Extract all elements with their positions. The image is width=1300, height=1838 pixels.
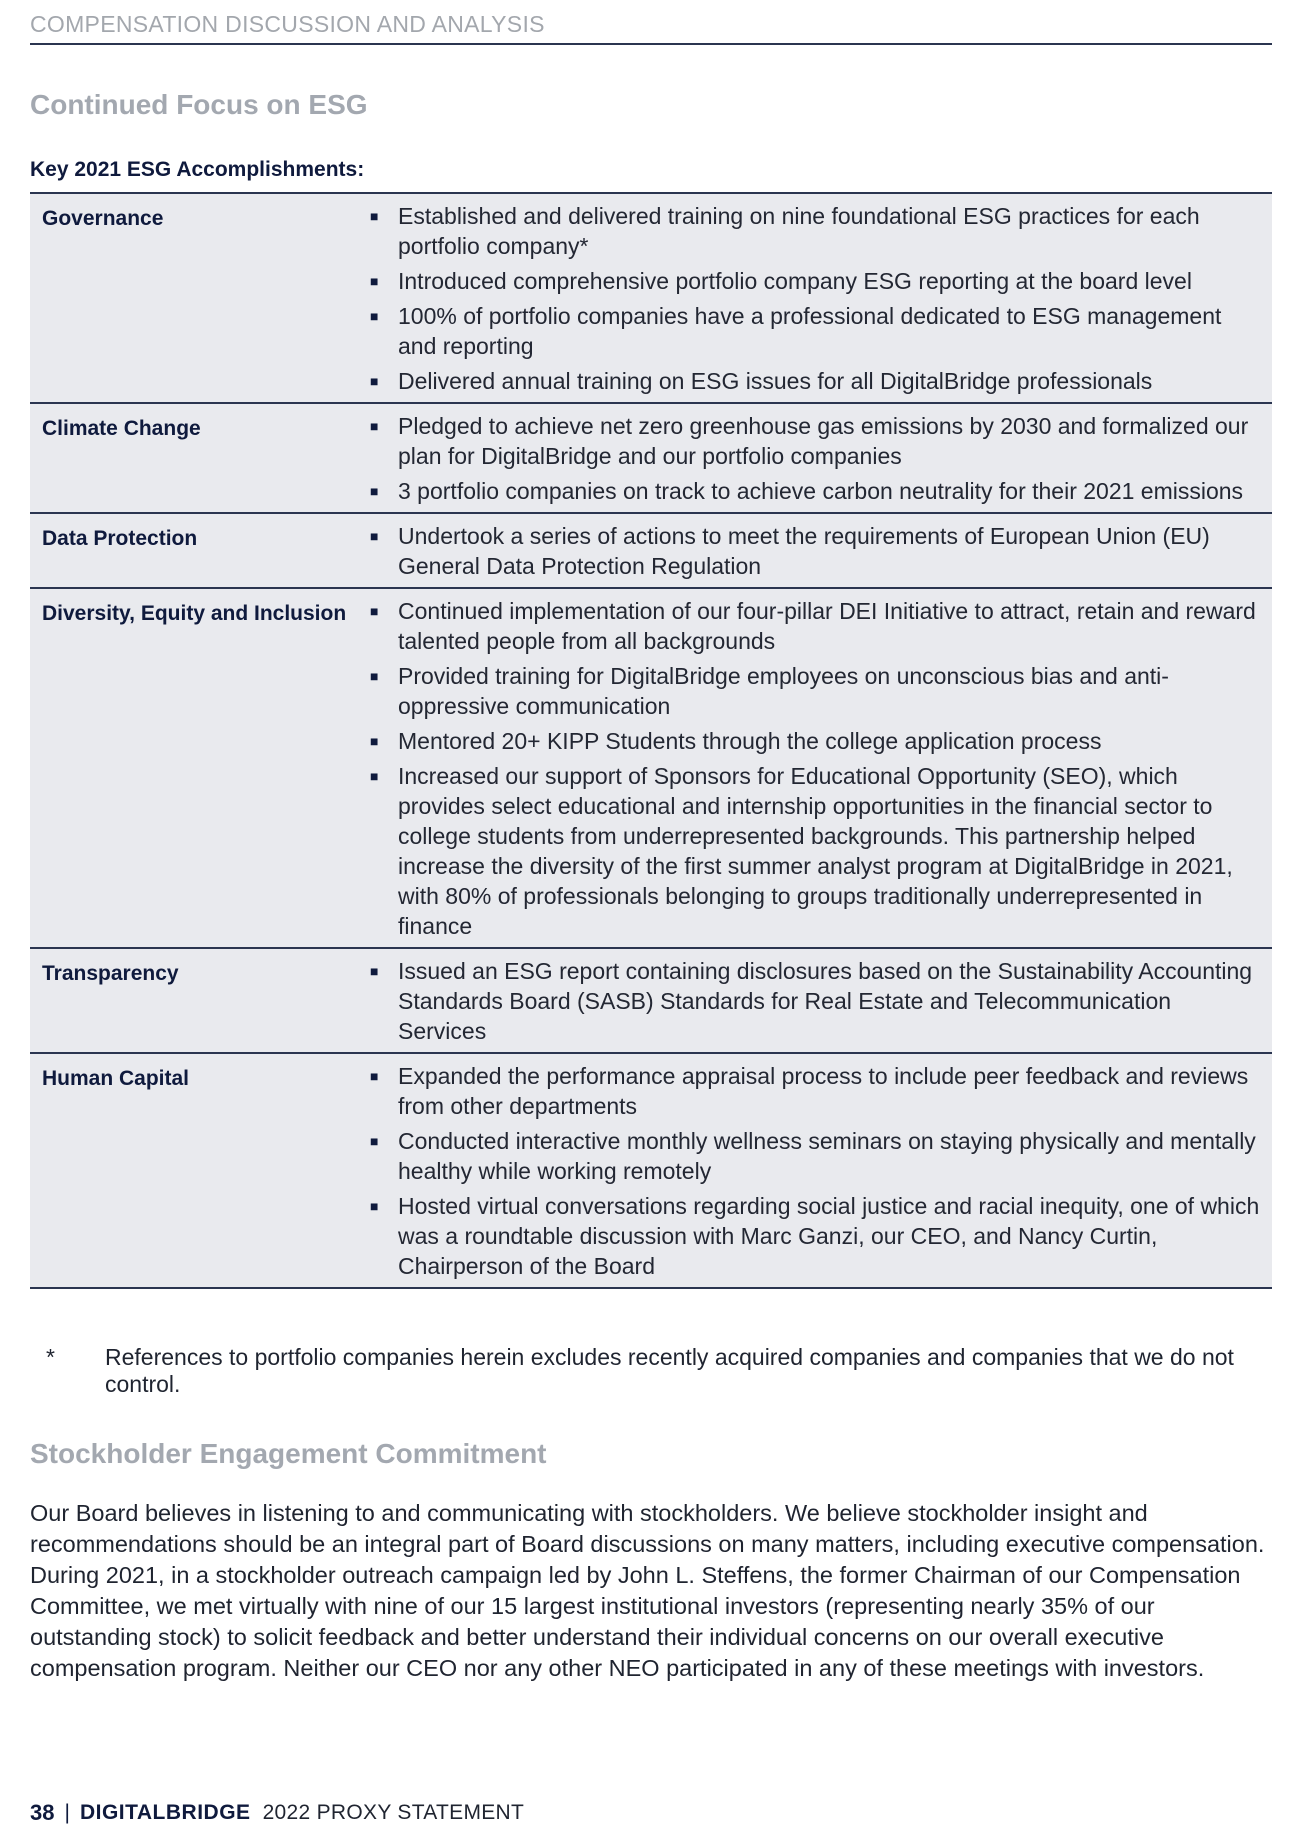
list-item [366, 956, 1272, 1046]
list-item [366, 266, 1272, 296]
square-bullet-icon: ■ [370, 308, 379, 324]
list-item [366, 476, 1272, 506]
list-item [366, 661, 1272, 721]
row-items [366, 521, 1272, 581]
footnote [30, 1344, 1272, 1398]
list-item-text: Mentored 20+ KIPP Students through the college application process [398, 728, 1102, 754]
row-items [366, 201, 1272, 396]
row-category: Human Capital [42, 1067, 190, 1090]
table-row [30, 194, 1272, 404]
table-row [30, 589, 1272, 949]
footnote-text: References to portfolio companies herein excludes recently acquired companies and companies that we do not control. [105, 1344, 1234, 1397]
square-bullet-icon: ■ [370, 963, 379, 979]
square-bullet-icon: ■ [370, 273, 379, 289]
table-row [30, 949, 1272, 1054]
square-bullet-icon: ■ [370, 733, 379, 749]
list-item [366, 366, 1272, 396]
list-item-text: Issued an ESG report containing disclosures based on the Sustainability Accounting Standards Board (SASB) Standards for Real Estate and Telecommunication Services [398, 958, 1253, 1044]
square-bullet-icon: ■ [370, 668, 379, 684]
row-category: Diversity, Equity and Inclusion [42, 602, 347, 625]
square-bullet-icon: ■ [370, 1133, 379, 1149]
list-item-text: Hosted virtual conversations regarding social justice and racial inequity, one of which was a roundtable discussion with Marc Ganzi, our CEO, and Nancy Curtin, Chairperson of the Board [398, 1193, 1260, 1279]
footer-document-title: 2022 PROXY STATEMENT [262, 1801, 525, 1824]
row-category: Data Protection [42, 527, 198, 550]
footer-separator: | [64, 1801, 70, 1824]
square-bullet-icon: ■ [370, 483, 379, 499]
list-item-text: Increased our support of Sponsors for Educational Opportunity (SEO), which provides select educational and internship opportunities in the financial sector to college students from underrepresented backgrounds. This partnership helped increase the diversity of the first summer analyst program at DigitalBridge in 2021, with 80% of professionals belonging to groups traditionally underrepresented in finance [398, 763, 1233, 939]
table-row [30, 404, 1272, 514]
square-bullet-icon: ■ [370, 208, 379, 224]
list-item-text: Established and delivered training on nine foundational ESG practices for each portfolio company* [398, 203, 1200, 259]
page-header: COMPENSATION DISCUSSION AND ANALYSIS [30, 11, 1272, 45]
page-footer [30, 1800, 524, 1826]
square-bullet-icon: ■ [370, 418, 379, 434]
square-bullet-icon: ■ [370, 603, 379, 619]
list-item [366, 1126, 1272, 1186]
esg-accomplishments-table [30, 192, 1272, 1289]
row-category: Governance [42, 207, 164, 230]
list-item-text: Conducted interactive monthly wellness seminars on staying physically and mentally healthy while working remotely [398, 1128, 1256, 1184]
square-bullet-icon: ■ [370, 768, 379, 784]
list-item [366, 726, 1272, 756]
list-item-text: Continued implementation of our four-pillar DEI Initiative to attract, retain and reward talented people from all backgrounds [398, 598, 1256, 654]
square-bullet-icon: ■ [370, 528, 379, 544]
list-item-text: 100% of portfolio companies have a professional dedicated to ESG management and reporting [398, 303, 1222, 359]
list-item-text: Expanded the performance appraisal process to include peer feedback and reviews from other departments [398, 1063, 1249, 1119]
table-row [30, 1054, 1272, 1289]
list-item [366, 301, 1272, 361]
square-bullet-icon: ■ [370, 1198, 379, 1214]
square-bullet-icon: ■ [370, 373, 379, 389]
list-item-text: Provided training for DigitalBridge employees on unconscious bias and anti-oppressive communication [398, 663, 1169, 719]
list-item-text: Introduced comprehensive portfolio company ESG reporting at the board level [398, 268, 1192, 294]
row-items [366, 1061, 1272, 1281]
section-title-engagement: Stockholder Engagement Commitment [30, 1438, 547, 1469]
row-items [366, 411, 1272, 506]
row-category: Transparency [42, 962, 179, 985]
list-item [366, 761, 1272, 941]
list-item-text: Delivered annual training on ESG issues for all DigitalBridge professionals [398, 368, 1153, 394]
list-item [366, 521, 1272, 581]
list-item [366, 1061, 1272, 1121]
list-item [366, 1191, 1272, 1281]
list-item [366, 411, 1272, 471]
section-title-esg: Continued Focus on ESG [30, 89, 368, 120]
list-item-text: Undertook a series of actions to meet the requirements of European Union (EU) General Data Protection Regulation [398, 523, 1210, 579]
row-items [366, 956, 1272, 1046]
square-bullet-icon: ■ [370, 1068, 379, 1084]
list-item [366, 201, 1272, 261]
accomplishments-label: Key 2021 ESG Accomplishments: [30, 158, 365, 181]
list-item-text: 3 portfolio companies on track to achieve carbon neutrality for their 2021 emissions [398, 478, 1244, 504]
list-item-text: Pledged to achieve net zero greenhouse gas emissions by 2030 and formalized our plan for DigitalBridge and our portfolio companies [398, 413, 1249, 469]
table-row [30, 514, 1272, 589]
engagement-paragraph: Our Board believes in listening to and communicating with stockholders. We believe stockholder insight and recommendations should be an integral part of Board discussions on many matters, including executive compensation. During 2021, in a stockholder outreach campaign led by John L. Steffens, the former Chairman of our Compensation Committee, we met virtually with nine of our 15 largest institutional investors (representing nearly 35% of our outstanding stock) to solicit feedback and better understand their individual concerns on our overall executive compensation program. Neither our CEO nor any other NEO participated in any of these meetings with investors. [30, 1500, 1265, 1681]
list-item [366, 596, 1272, 656]
footnote-mark: * [46, 1344, 55, 1370]
footer-brand: DIGITALBRIDGE [79, 1801, 251, 1824]
row-category: Climate Change [42, 417, 201, 440]
page-number: 38 [30, 1800, 55, 1825]
row-items [366, 596, 1272, 941]
